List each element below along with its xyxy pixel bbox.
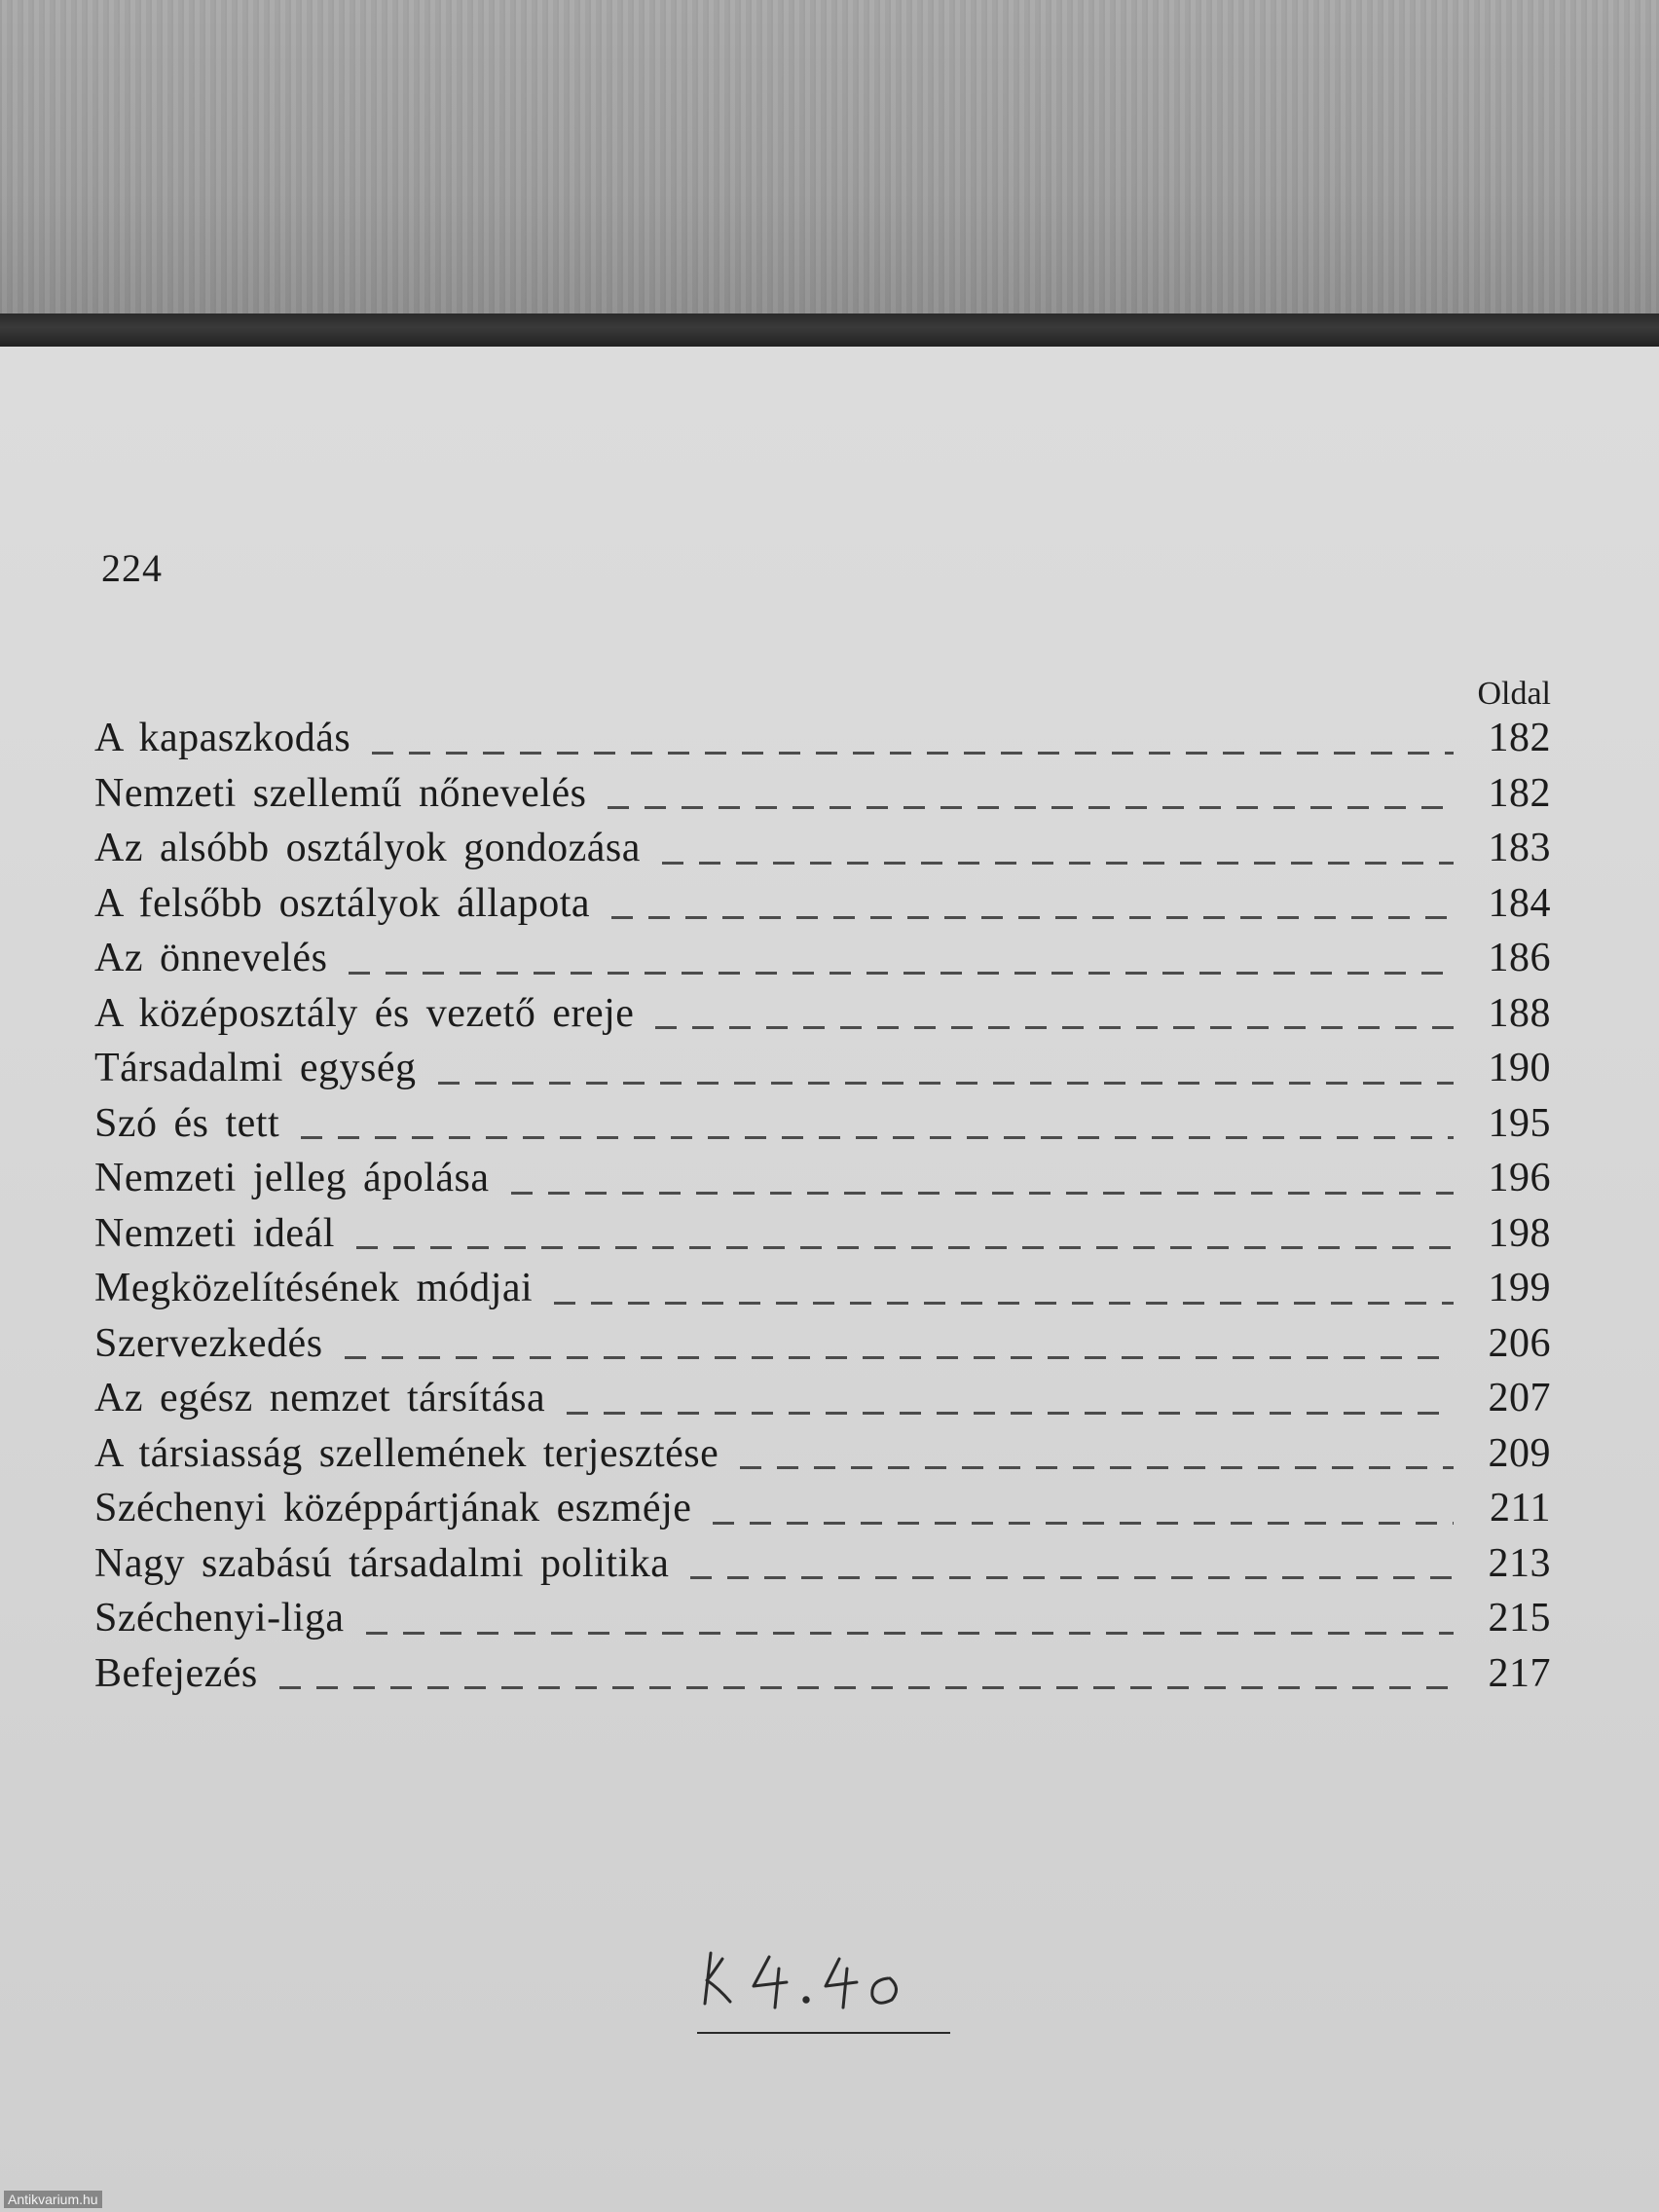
toc-entry-page: 183: [1488, 826, 1551, 870]
toc-entry: [94, 1540, 1551, 1596]
dot-leader: [611, 916, 1454, 919]
dot-leader: [690, 1576, 1454, 1579]
toc-entry-page: 206: [1488, 1320, 1551, 1366]
toc-entry: [94, 770, 1551, 826]
dot-leader: [438, 1082, 1454, 1085]
toc-entry: [94, 880, 1551, 936]
toc-entry-page: 207: [1488, 1376, 1551, 1420]
toc-entry: [94, 1045, 1551, 1100]
toc-entry: [94, 1320, 1551, 1376]
dot-leader: [366, 1632, 1454, 1635]
toc-entry-title: Szervezkedés: [94, 1320, 323, 1366]
toc-entry-title: Széchenyi-liga: [94, 1596, 345, 1641]
toc-entry: [94, 715, 1551, 770]
toc-entry-page: 211: [1490, 1486, 1551, 1530]
toc-entry-title: Nemzeti ideál: [94, 1210, 335, 1256]
toc-entry-page: 182: [1488, 716, 1551, 760]
toc-entry-page: 213: [1488, 1540, 1551, 1586]
toc-entry: [94, 1595, 1551, 1650]
toc-entry-page: 209: [1488, 1430, 1551, 1476]
book-binding-edge: [0, 313, 1659, 349]
toc-entry-page: 198: [1488, 1210, 1551, 1256]
toc-entry-title: Az önnevelés: [94, 936, 328, 980]
toc-entry-title: Társadalmi egység: [94, 1046, 417, 1090]
dot-leader: [301, 1136, 1454, 1139]
toc-entry: [94, 1210, 1551, 1266]
dot-leader: [356, 1246, 1454, 1249]
toc-entry: [94, 1155, 1551, 1210]
page-number: 224: [101, 546, 163, 590]
toc-entry-page: 188: [1488, 990, 1551, 1036]
dot-leader: [349, 972, 1454, 975]
toc-entry: [94, 1430, 1551, 1486]
toc-entry-title: Befejezés: [94, 1650, 258, 1696]
toc-entry-title: Megközelítésének módjai: [94, 1266, 534, 1310]
dot-leader: [511, 1192, 1455, 1195]
toc-entry-page: 217: [1488, 1650, 1551, 1696]
page-column-header: Oldal: [1477, 676, 1551, 712]
handwritten-note: [697, 1943, 950, 2041]
dot-leader: [279, 1686, 1454, 1689]
toc-entry-title: A társiasság szellemének terjesztése: [94, 1430, 719, 1476]
toc-entry: [94, 990, 1551, 1046]
toc-entry-title: Nemzeti szellemű nőnevelés: [94, 770, 587, 816]
toc-entry-page: 195: [1488, 1100, 1551, 1146]
toc-entry-page: 199: [1488, 1266, 1551, 1310]
toc-entry: [94, 1100, 1551, 1156]
toc-entry-page: 196: [1488, 1156, 1551, 1200]
dot-leader: [554, 1302, 1454, 1305]
toc-entry-page: 215: [1488, 1596, 1551, 1641]
toc-entry-page: 184: [1488, 880, 1551, 926]
dot-leader: [655, 1026, 1454, 1029]
background-surface: [0, 0, 1659, 321]
dot-leader: [345, 1356, 1454, 1359]
toc-entry-title: Az egész nemzet társítása: [94, 1376, 546, 1420]
dot-leader: [713, 1522, 1454, 1525]
toc-entry-title: A kapaszkodás: [94, 716, 351, 760]
toc-entry-page: 190: [1488, 1046, 1551, 1090]
toc-entry: [94, 1650, 1551, 1706]
dot-leader: [608, 806, 1454, 809]
table-of-contents: [94, 715, 1551, 1705]
toc-entry: [94, 1485, 1551, 1540]
toc-entry-title: Az alsóbb osztályok gondozása: [94, 826, 641, 870]
toc-entry-title: Nagy szabású társadalmi politika: [94, 1540, 670, 1586]
watermark: Antikvarium.hu: [4, 2191, 102, 2208]
dot-leader: [740, 1466, 1454, 1469]
toc-entry-page: 182: [1488, 770, 1551, 816]
toc-entry-title: A középosztály és vezető ereje: [94, 990, 635, 1036]
dot-leader: [662, 862, 1454, 865]
book-page: [0, 347, 1659, 2212]
dot-leader: [567, 1412, 1454, 1415]
toc-entry-title: Nemzeti jelleg ápolása: [94, 1156, 490, 1200]
dot-leader: [372, 752, 1454, 755]
toc-entry: [94, 1375, 1551, 1430]
toc-entry: [94, 935, 1551, 990]
toc-entry-title: Szó és tett: [94, 1100, 280, 1146]
toc-entry-title: A felsőbb osztályok állapota: [94, 880, 591, 926]
toc-entry: [94, 1265, 1551, 1320]
toc-entry: [94, 825, 1551, 880]
toc-entry-page: 186: [1488, 936, 1551, 980]
toc-entry-title: Széchenyi középpártjának eszméje: [94, 1486, 692, 1530]
